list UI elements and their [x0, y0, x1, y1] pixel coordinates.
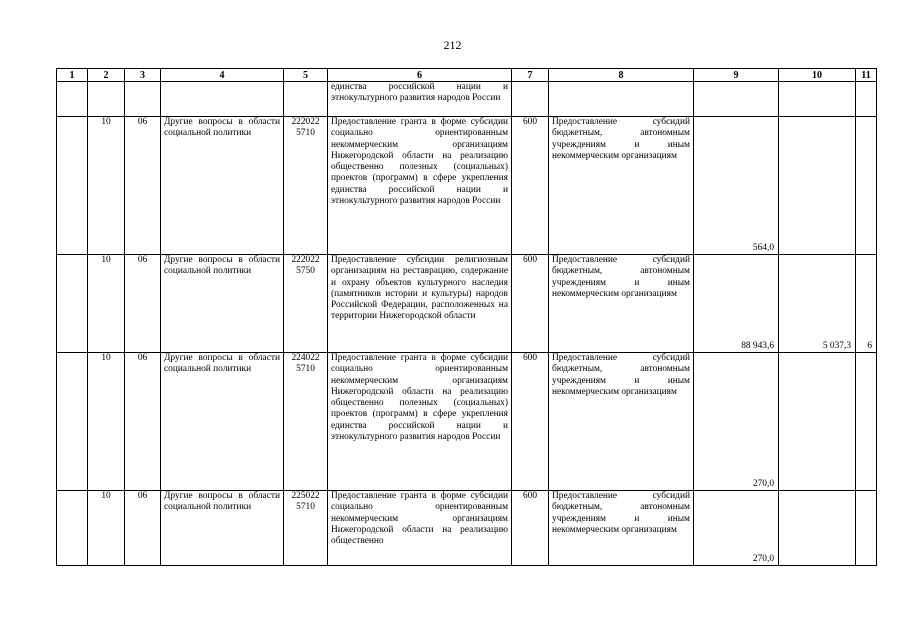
header-cell-2: 2 — [88, 69, 125, 82]
cell-target-code — [284, 255, 328, 353]
target-code-part2: 5750 — [296, 266, 315, 277]
cell-expense-type: 600 — [512, 117, 549, 255]
target-code-part1: 222022 — [291, 117, 320, 127]
cell-col1 — [57, 255, 88, 353]
header-cell-7: 7 — [512, 69, 549, 82]
cell-col11 — [856, 117, 877, 255]
cell-section: 10 — [88, 255, 125, 353]
cell-amount: 564,0 — [694, 117, 779, 255]
target-code-part1: 222022 — [291, 255, 320, 265]
cell-expense-name: Предоставление субсидий бюджетным, автономным учреждениям и иным некоммерческим организациям — [549, 255, 694, 353]
cell-target-name: Предоставление гранта в форме субсидии социально ориентированным некоммерческим организациям Нижегородской области на реализацию общественно — [328, 491, 512, 566]
table-row — [57, 117, 877, 255]
cell-section: 10 — [88, 117, 125, 255]
cell-amount: 270,0 — [694, 491, 779, 566]
cell-section — [88, 82, 125, 117]
cell-target-name: Предоставление субсидии религиозным организациям на реставрацию, содержание и охрану объектов культурного наследия (памятников истории и культуры) народов Российской Федерации, расположенных на территории Нижегородской области — [328, 255, 512, 353]
header-cell-6: 6 — [328, 69, 512, 82]
cell-col1 — [57, 117, 88, 255]
target-code-part2: 5710 — [296, 364, 315, 375]
cell-target-name: единства российской нации и этнокультурного развития народов России — [328, 82, 512, 117]
cell-amount-2 — [779, 82, 856, 117]
header-cell-9: 9 — [694, 69, 779, 82]
cell-section: 10 — [88, 353, 125, 491]
cell-col1 — [57, 491, 88, 566]
cell-amount-2: 5 037,3 — [779, 255, 856, 353]
target-code-part2: 5710 — [296, 128, 315, 139]
cell-col11 — [856, 491, 877, 566]
cell-section-name — [161, 82, 284, 117]
header-cell-8: 8 — [549, 69, 694, 82]
cell-expense-type: 600 — [512, 491, 549, 566]
cell-col11 — [856, 82, 877, 117]
cell-amount-2 — [779, 353, 856, 491]
cell-col11: 6 — [856, 255, 877, 353]
budget-table — [56, 68, 877, 566]
header-cell-10: 10 — [779, 69, 856, 82]
cell-amount: 270,0 — [694, 353, 779, 491]
cell-target-name: Предоставление гранта в форме субсидии социально ориентированным некоммерческим организациям Нижегородской области на реализацию общественно полезных (социальных) проектов (программ) в сфере укрепления единства российской нации и этнокультурного развития народов России — [328, 353, 512, 491]
cell-amount-2 — [779, 117, 856, 255]
table-row — [57, 82, 877, 117]
cell-target-code — [284, 117, 328, 255]
cell-target-code — [284, 491, 328, 566]
cell-expense-type: 600 — [512, 353, 549, 491]
cell-section-name: Другие вопросы в области социальной политики — [161, 491, 284, 566]
table-row — [57, 255, 877, 353]
cell-col1 — [57, 82, 88, 117]
page-number: 212 — [443, 38, 462, 52]
cell-expense-type: 600 — [512, 255, 549, 353]
header-cell-11: 11 — [856, 69, 877, 82]
cell-subsection — [125, 82, 161, 117]
cell-subsection: 06 — [125, 491, 161, 566]
cell-section-name: Другие вопросы в области социальной политики — [161, 255, 284, 353]
cell-subsection: 06 — [125, 117, 161, 255]
target-code-part1: 224022 — [291, 353, 320, 363]
header-cell-1: 1 — [57, 69, 88, 82]
cell-section: 10 — [88, 491, 125, 566]
cell-subsection: 06 — [125, 353, 161, 491]
header-cell-4: 4 — [161, 69, 284, 82]
cell-amount-2 — [779, 491, 856, 566]
table-row — [57, 491, 877, 566]
cell-expense-name: Предоставление субсидий бюджетным, автономным учреждениям и иным некоммерческим организациям — [549, 353, 694, 491]
cell-section-name: Другие вопросы в области социальной политики — [161, 117, 284, 255]
table-row — [57, 353, 877, 491]
cell-col1 — [57, 353, 88, 491]
cell-subsection: 06 — [125, 255, 161, 353]
cell-target-code — [284, 353, 328, 491]
target-code-part1: 225022 — [291, 491, 320, 501]
cell-section-name: Другие вопросы в области социальной политики — [161, 353, 284, 491]
cell-amount — [694, 82, 779, 117]
header-cell-5: 5 — [284, 69, 328, 82]
target-code-part2: 5710 — [296, 502, 315, 513]
cell-target-code — [284, 82, 328, 117]
cell-expense-name: Предоставление субсидий бюджетным, автономным учреждениям и иным некоммерческим организациям — [549, 491, 694, 566]
cell-expense-name — [549, 82, 694, 117]
cell-expense-type — [512, 82, 549, 117]
cell-expense-name: Предоставление субсидий бюджетным, автономным учреждениям и иным некоммерческим организациям — [549, 117, 694, 255]
cell-col11 — [856, 353, 877, 491]
header-row — [57, 69, 877, 82]
cell-amount: 88 943,6 — [694, 255, 779, 353]
cell-target-name: Предоставление гранта в форме субсидии социально ориентированным некоммерческим организациям Нижегородской области на реализацию общественно полезных (социальных) проектов (программ) в сфере укрепления единства российской нации и этнокультурного развития народов России — [328, 117, 512, 255]
header-cell-3: 3 — [125, 69, 161, 82]
